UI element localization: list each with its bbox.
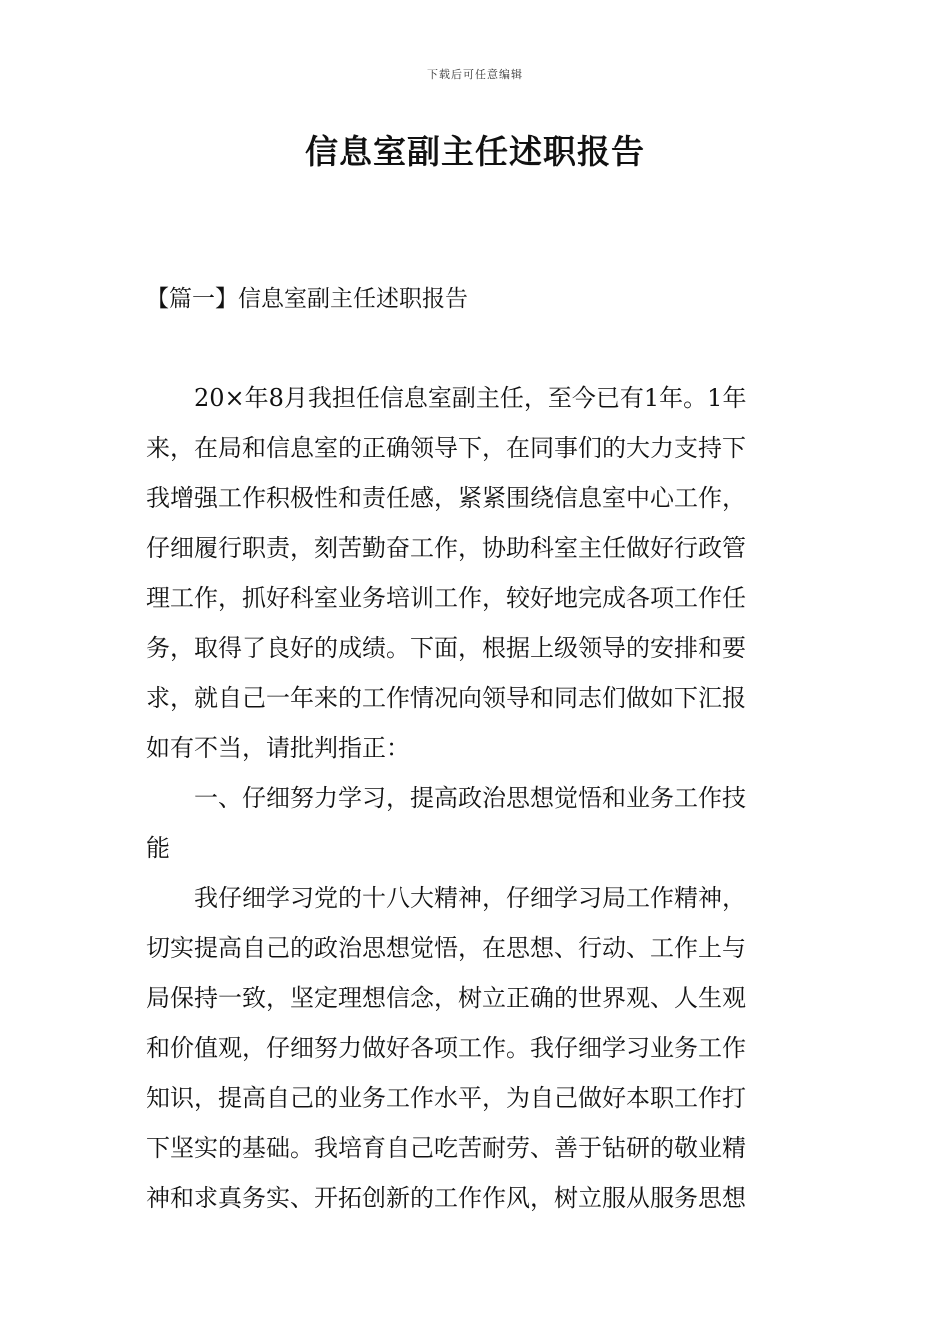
- text-line: 来，在局和信息室的正确领导下，在同事们的大力支持下: [146, 434, 746, 462]
- text-line: 局保持一致，坚定理想信念，树立正确的世界观、人生观: [146, 984, 746, 1012]
- text-line: 知识，提高自己的业务工作水平，为自己做好本职工作打: [146, 1084, 746, 1112]
- text-line: 20×年8月我担任信息室副主任，至今已有1年。1年: [146, 384, 747, 412]
- text-line: 神和求真务实、开拓创新的工作作风，树立服从服务思想: [146, 1184, 746, 1212]
- document-title: 信息室副主任述职报告: [305, 132, 645, 171]
- text-line: 求，就自己一年来的工作情况向领导和同志们做如下汇报: [146, 684, 746, 712]
- text-line: 我增强工作积极性和责任感，紧紧围绕信息室中心工作，: [146, 484, 746, 512]
- text-line: 仔细履行职责，刻苦勤奋工作，协助科室主任做好行政管: [146, 534, 746, 562]
- header-note: 下载后可任意编辑: [427, 68, 523, 81]
- text-line: 和价值观，仔细努力做好各项工作。我仔细学习业务工作: [146, 1034, 746, 1062]
- text-line: 能: [146, 834, 170, 862]
- text-line: 下坚实的基础。我培育自己吃苦耐劳、善于钻研的敬业精: [146, 1134, 746, 1162]
- text-line: 切实提高自己的政治思想觉悟，在思想、行动、工作上与: [146, 934, 746, 962]
- text-line: 一、仔细努力学习，提高政治思想觉悟和业务工作技: [146, 784, 746, 812]
- text-line: 务，取得了良好的成绩。下面，根据上级领导的安排和要: [146, 634, 746, 662]
- text-line: 我仔细学习党的十八大精神，仔细学习局工作精神，: [146, 884, 746, 912]
- section-heading: 【篇一】信息室副主任述职报告: [146, 286, 468, 312]
- text-line: 理工作，抓好科室业务培训工作，较好地完成各项工作任: [146, 584, 746, 612]
- body-text: [146, 380, 806, 1230]
- text-line: 如有不当，请批判指正：: [146, 734, 410, 762]
